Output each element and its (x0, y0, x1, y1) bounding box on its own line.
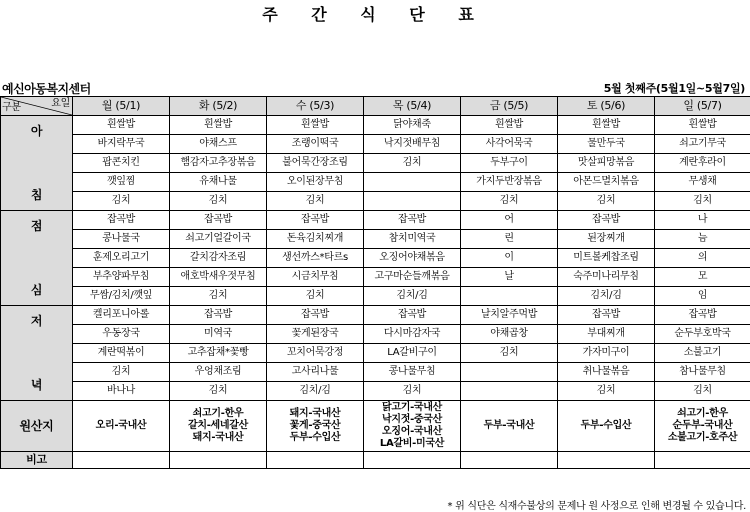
menu-row (1, 116, 750, 135)
menu-cell: 김치 (364, 382, 461, 401)
menu-cell: 김치 (364, 154, 461, 173)
meal-label-bottom: 녁 (30, 378, 43, 392)
menu-cell: 미트볼케찹조림 (558, 249, 655, 268)
menu-cell: 흰쌀밥 (655, 116, 750, 135)
menu-row (1, 287, 750, 306)
menu-cell: 부대찌개 (558, 325, 655, 344)
menu-table (0, 96, 750, 469)
menu-cell: 흰쌀밥 (461, 116, 558, 135)
menu-cell (461, 363, 558, 382)
menu-cell: 불어묵간장조림 (267, 154, 364, 173)
menu-cell: 쇠고기무국 (655, 135, 750, 154)
menu-cell: 흰쌀밥 (558, 116, 655, 135)
menu-cell: 김치 (461, 344, 558, 363)
menu-row (1, 344, 750, 363)
menu-cell: 오징어야채볶음 (364, 249, 461, 268)
origin-cell (461, 401, 558, 452)
menu-cell: 김치 (170, 192, 267, 211)
meal-label-top: 점 (30, 219, 43, 233)
menu-cell: 애호박새우젓무침 (170, 268, 267, 287)
menu-cell: 야채곱창 (461, 325, 558, 344)
menu-cell: 어 (461, 211, 558, 230)
note-cell (267, 452, 364, 469)
menu-cell: 잡곡밥 (73, 211, 170, 230)
menu-cell: 다시마감자국 (364, 325, 461, 344)
origin-line: 두부-수입산 (289, 432, 341, 443)
origin-line: 돼지-국내산 (289, 408, 341, 419)
menu-cell: 임 (655, 287, 750, 306)
menu-cell: 김치 (170, 287, 267, 306)
menu-cell: 우엉채조림 (170, 363, 267, 382)
origin-line: 두부-수입산 (580, 420, 632, 431)
menu-cell: 참나물무침 (655, 363, 750, 382)
origin-line: 순두부-국내산 (672, 420, 733, 431)
menu-cell: 꼬치어묵강정 (267, 344, 364, 363)
menu-cell: 콩나물무침 (364, 363, 461, 382)
origin-line: 오리-국내산 (95, 420, 147, 431)
day-header: 금 (5/5) (461, 97, 558, 116)
menu-row (1, 230, 750, 249)
origin-cell (558, 401, 655, 452)
menu-row (1, 382, 750, 401)
menu-cell: 잡곡밥 (364, 306, 461, 325)
menu-cell: 잡곡밥 (170, 211, 267, 230)
menu-cell: 갈치감자조림 (170, 249, 267, 268)
menu-row (1, 154, 750, 173)
menu-cell: 훈제오리고기 (73, 249, 170, 268)
menu-row (1, 306, 750, 325)
menu-row (1, 173, 750, 192)
menu-cell: 켈리포니아롤 (73, 306, 170, 325)
menu-cell: 돈육김치찌개 (267, 230, 364, 249)
menu-cell: 잡곡밥 (267, 211, 364, 230)
origin-line: 돼지-국내산 (192, 432, 244, 443)
note-row (1, 452, 750, 469)
origin-row (1, 401, 750, 452)
note-cell (558, 452, 655, 469)
meal-label-bottom: 침 (30, 188, 43, 202)
menu-cell: 잡곡밥 (558, 211, 655, 230)
menu-cell: 날 (461, 268, 558, 287)
menu-cell: 잡곡밥 (267, 306, 364, 325)
menu-cell: 김치/김 (364, 287, 461, 306)
menu-cell: 김치 (558, 192, 655, 211)
menu-row (1, 363, 750, 382)
menu-cell: 김치 (267, 287, 364, 306)
menu-cell: 김치 (655, 192, 750, 211)
menu-cell: 두부구이 (461, 154, 558, 173)
menu-row (1, 249, 750, 268)
menu-cell: 모 (655, 268, 750, 287)
menu-cell: 흰쌀밥 (170, 116, 267, 135)
menu-cell: 김치 (267, 192, 364, 211)
meal-label-top: 저 (30, 314, 43, 328)
menu-cell: 시금치무침 (267, 268, 364, 287)
corner-cell (1, 97, 73, 116)
day-header: 목 (5/4) (364, 97, 461, 116)
day-header: 토 (5/6) (558, 97, 655, 116)
menu-cell: 햄감자고추장볶음 (170, 154, 267, 173)
menu-cell: 의 (655, 249, 750, 268)
menu-cell: 늠 (655, 230, 750, 249)
origin-label: 원산지 (1, 401, 73, 452)
menu-cell: 부추양파무침 (73, 268, 170, 287)
menu-cell: 취나물볶음 (558, 363, 655, 382)
menu-cell: 잡곡밥 (170, 306, 267, 325)
day-header: 수 (5/3) (267, 97, 364, 116)
origin-line: 소불고기-호주산 (667, 432, 738, 443)
menu-cell: 미역국 (170, 325, 267, 344)
menu-cell: 날치알주먹밥 (461, 306, 558, 325)
menu-cell: 고사리나물 (267, 363, 364, 382)
menu-cell: 깻잎찜 (73, 173, 170, 192)
menu-cell: 잡곡밥 (558, 306, 655, 325)
origin-line: 갈치-세네갈산 (187, 420, 248, 431)
menu-cell: 팝콘치킨 (73, 154, 170, 173)
menu-cell: 바나나 (73, 382, 170, 401)
page-title: 주 간 식 단 표 (262, 5, 488, 24)
header-row (1, 97, 750, 116)
menu-cell: 우동장국 (73, 325, 170, 344)
meal-label-cell (1, 116, 73, 211)
menu-cell: 김치 (558, 382, 655, 401)
corner-left-label: 구분 (2, 102, 21, 113)
menu-cell: 김치 (655, 382, 750, 401)
menu-cell (461, 287, 558, 306)
origin-line: 쇠고기-한우 (677, 408, 728, 419)
meal-label-cell (1, 211, 73, 306)
menu-cell: 김치 (73, 363, 170, 382)
menu-cell: 닭야채죽 (364, 116, 461, 135)
menu-row (1, 211, 750, 230)
corner-right-label: 요일 (51, 98, 70, 109)
menu-cell: 고구마순들깨볶음 (364, 268, 461, 287)
menu-cell: 린 (461, 230, 558, 249)
menu-cell: 소불고기 (655, 344, 750, 363)
origin-line: 낙지젓-중국산 (381, 414, 442, 425)
menu-cell: 김치 (461, 192, 558, 211)
meal-label-cell (1, 306, 73, 401)
origin-cell (364, 401, 461, 452)
menu-cell: 된장찌개 (558, 230, 655, 249)
menu-cell: LA갈비구이 (364, 344, 461, 363)
menu-cell: 야채스프 (170, 135, 267, 154)
menu-cell: 무쌈/김치/깻잎 (73, 287, 170, 306)
menu-row (1, 325, 750, 344)
menu-cell: 잡곡밥 (655, 306, 750, 325)
note-label: 비고 (1, 452, 73, 469)
menu-cell: 계란떡볶이 (73, 344, 170, 363)
menu-cell: 꽃게된장국 (267, 325, 364, 344)
menu-cell: 가자미구이 (558, 344, 655, 363)
menu-row (1, 268, 750, 287)
menu-cell: 쇠고기얼갈이국 (170, 230, 267, 249)
note-cell (655, 452, 750, 469)
menu-cell: 참치미역국 (364, 230, 461, 249)
menu-cell: 낙지젓배무침 (364, 135, 461, 154)
menu-cell: 사각어묵국 (461, 135, 558, 154)
day-header: 화 (5/2) (170, 97, 267, 116)
origin-line: LA갈비-미국산 (379, 438, 445, 449)
menu-cell: 바지락무국 (73, 135, 170, 154)
week-label: 5월 첫째주(5월1일~5월7일) (603, 82, 745, 95)
meal-label-top: 아 (30, 124, 43, 138)
menu-cell (461, 382, 558, 401)
origin-cell (73, 401, 170, 452)
menu-cell: 김치 (73, 192, 170, 211)
menu-cell: 아몬드멸치볶음 (558, 173, 655, 192)
menu-cell: 오이된장무침 (267, 173, 364, 192)
note-cell (364, 452, 461, 469)
origin-cell (170, 401, 267, 452)
origin-line: 꽃게-중국산 (289, 420, 341, 431)
origin-cell (267, 401, 364, 452)
menu-row (1, 135, 750, 154)
meal-label-bottom: 심 (30, 283, 43, 297)
note-cell (461, 452, 558, 469)
origin-line: 오징어-국내산 (381, 426, 442, 437)
menu-cell: 무생채 (655, 173, 750, 192)
menu-cell: 흰쌀밥 (73, 116, 170, 135)
origin-line: 두부-국내산 (483, 420, 535, 431)
menu-cell: 잡곡밥 (364, 211, 461, 230)
center-name: 예신아동복지센터 (2, 82, 91, 96)
menu-cell: 맛살피망볶음 (558, 154, 655, 173)
menu-row (1, 192, 750, 211)
menu-cell: 계란후라이 (655, 154, 750, 173)
menu-cell: 김치/김 (558, 287, 655, 306)
footnote: * 위 식단은 식재수불상의 문제나 원 사정으로 인해 변경될 수 있습니다. (447, 501, 746, 512)
menu-cell (364, 192, 461, 211)
menu-cell: 고추잡채*꽃빵 (170, 344, 267, 363)
menu-cell: 물만두국 (558, 135, 655, 154)
day-header: 일 (5/7) (655, 97, 750, 116)
menu-cell: 김치 (170, 382, 267, 401)
menu-cell: 나 (655, 211, 750, 230)
menu-cell: 김치/김 (267, 382, 364, 401)
menu-cell: 순두부호박국 (655, 325, 750, 344)
note-cell (170, 452, 267, 469)
menu-cell: 생선까스*타르s (267, 249, 364, 268)
day-header: 월 (5/1) (73, 97, 170, 116)
menu-cell: 유채나물 (170, 173, 267, 192)
menu-cell: 가지두반장볶음 (461, 173, 558, 192)
menu-cell: 이 (461, 249, 558, 268)
menu-cell: 조랭이떡국 (267, 135, 364, 154)
origin-cell (655, 401, 750, 452)
menu-cell: 흰쌀밥 (267, 116, 364, 135)
origin-line: 쇠고기-한우 (192, 408, 244, 419)
note-cell (73, 452, 170, 469)
menu-cell: 콩나물국 (73, 230, 170, 249)
origin-line: 닭고기-국내산 (381, 402, 442, 413)
menu-cell (364, 173, 461, 192)
menu-cell: 숙주미나리무침 (558, 268, 655, 287)
